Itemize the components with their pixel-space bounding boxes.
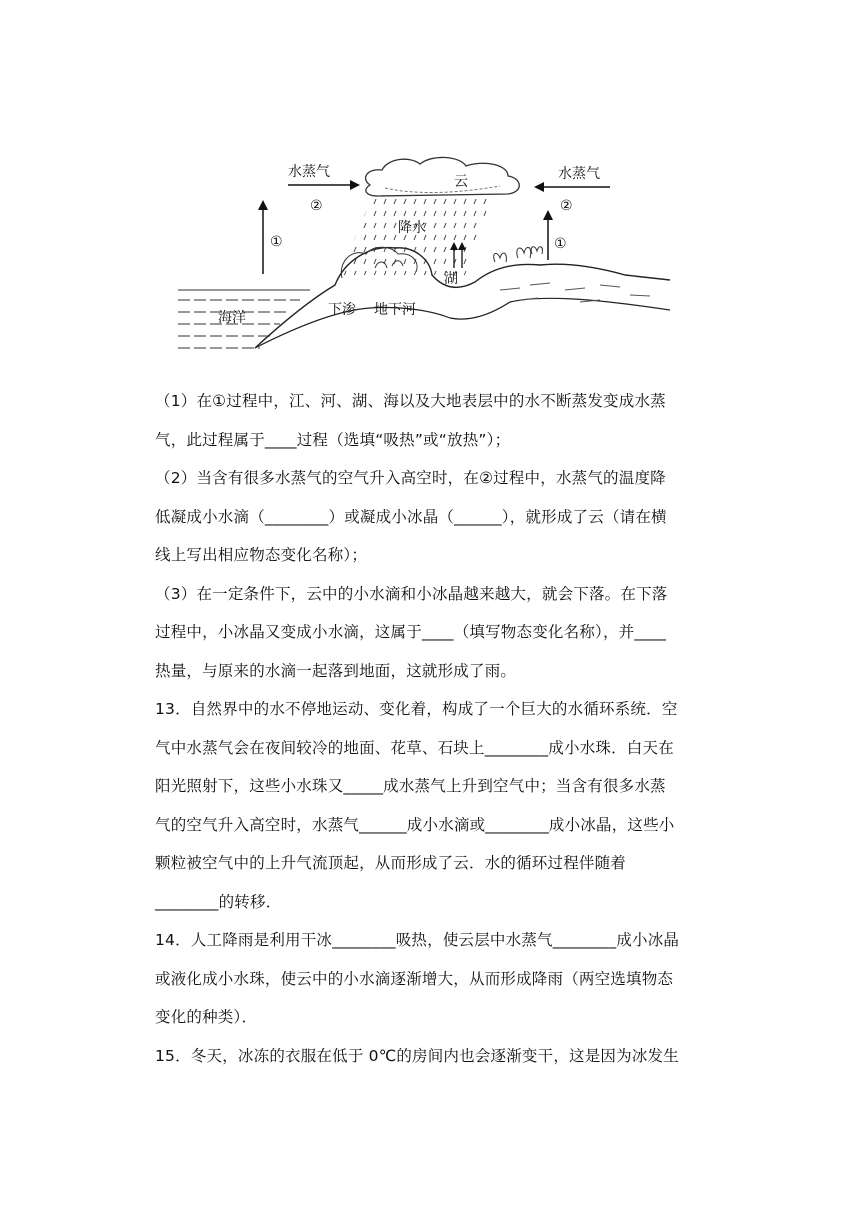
vapor-arrow-right xyxy=(534,182,610,192)
process-1-right-label: ① xyxy=(554,236,567,252)
process-2-right-label: ② xyxy=(560,198,573,214)
question-12-part2-line1: （2）当含有很多水蒸气的空气升入高空时，在②过程中，水蒸气的温度降 xyxy=(155,469,666,487)
cloud-label: 云 xyxy=(454,174,468,190)
question-14-line1: 14．人工降雨是利用干冰________吸热，使云层中水蒸气________成小冰晶 xyxy=(155,931,680,949)
ocean-label: 海洋 xyxy=(218,310,246,326)
process-2-left-label: ② xyxy=(310,198,323,214)
evaporation-arrow-right xyxy=(543,210,553,260)
question-13-line2: 气中水蒸气会在夜间较冷的地面、花草、石块上________成小水珠．白天在 xyxy=(155,738,674,757)
question-12-part3-line2: 过程中，小冰晶又变成小水滴，这属于____（填写物态变化名称），并____ xyxy=(155,623,667,641)
question-12-part1-line2: 气，此过程属于____过程（选填“吸热”或“放热”）； xyxy=(155,430,511,449)
question-text xyxy=(155,382,715,1075)
lake-label: 湖 xyxy=(444,271,458,287)
question-12-part1-line1: （1）在①过程中，江、河、湖、海以及大地表层中的水不断蒸发变成水蒸 xyxy=(155,392,666,410)
underground-river-label: 地下河 xyxy=(374,302,416,318)
question-12-part2-line3: 线上写出相应物态变化名称）； xyxy=(155,546,368,564)
cloud-shape xyxy=(366,157,520,196)
question-13-line1: 13．自然界中的水不停地运动、变化着，构成了一个巨大的水循环系统．空 xyxy=(155,700,678,718)
infiltration-label: 下渗 xyxy=(328,302,356,318)
question-12-part3-line1: （3）在一定条件下，云中的小水滴和小冰晶越来越大，就会下落。在下落 xyxy=(155,584,668,603)
question-14-line3: 变化的种类）． xyxy=(155,1008,258,1026)
rain-label: 降水 xyxy=(398,220,426,236)
question-14-line2: 或液化成小水珠，使云中的小水滴逐渐增大，从而形成降雨（两空选填物态 xyxy=(155,969,674,988)
evaporation-arrow-left xyxy=(258,200,268,274)
question-13-line4: 气的空气升入高空时，水蒸气______成小水滴或________成小冰晶，这些小 xyxy=(155,815,675,834)
vapor-label-left: 水蒸气 xyxy=(288,164,330,180)
question-13-line3: 阳光照射下，这些小水珠又_____成水蒸气上升到空气中；当含有很多水蒸 xyxy=(155,777,666,795)
process-1-left-label: ① xyxy=(270,234,283,250)
question-12-part2-line2: 低凝成小水滴（________）或凝成小冰晶（______），就形成了云（请在横 xyxy=(155,507,667,526)
question-13-line5: 颗粒被空气中的上升气流顶起，从而形成了云．水的循环过程伴随着 xyxy=(155,854,627,872)
vapor-arrow-left xyxy=(288,180,360,190)
question-15-line1: 15．冬天，冰冻的衣服在低于 0℃的房间内也会逐渐变干，这是因为冰发生 xyxy=(155,1046,679,1065)
question-13-line6: ________的转移． xyxy=(155,892,282,911)
vapor-label-right: 水蒸气 xyxy=(558,166,600,182)
water-cycle-diagram xyxy=(170,150,670,360)
question-12-part3-line3: 热量，与原来的水滴一起落到地面，这就形成了雨。 xyxy=(155,661,517,680)
